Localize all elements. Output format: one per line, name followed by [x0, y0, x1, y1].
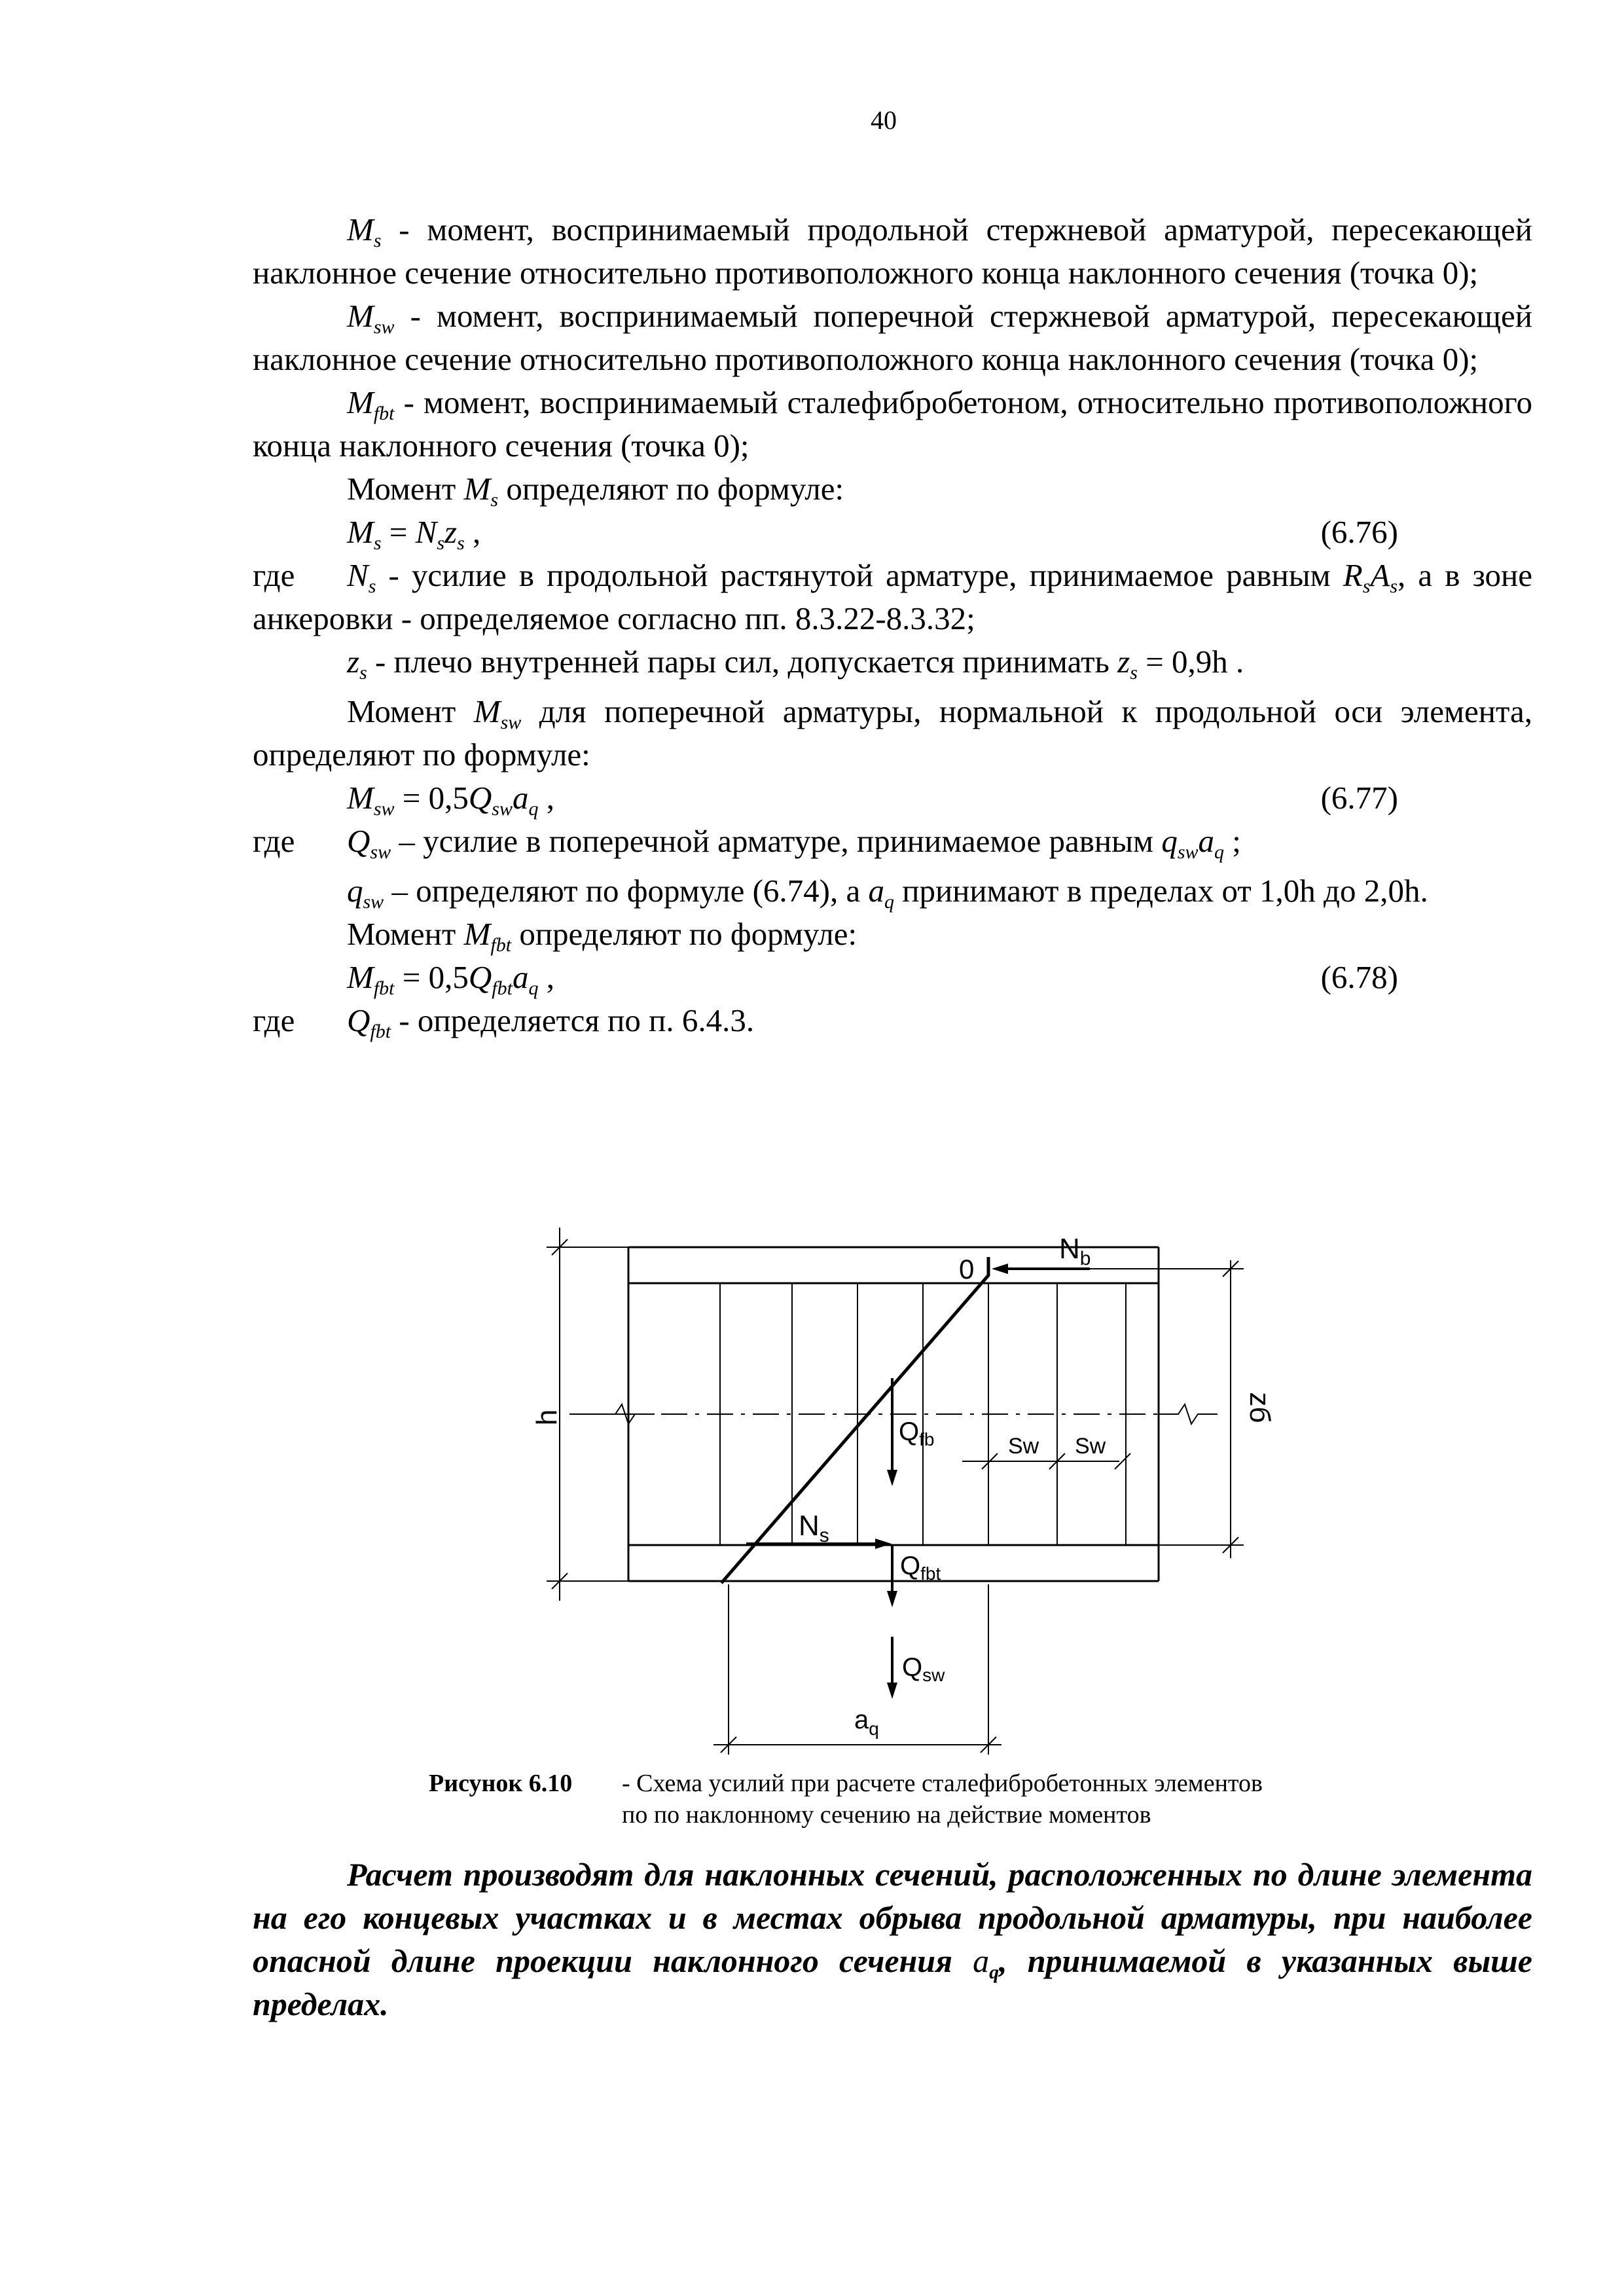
qsw-arrow: [887, 1683, 897, 1699]
label-point-0: 0: [959, 1254, 975, 1285]
figure-caption: [429, 1768, 1263, 1831]
moment-ms-intro: Момент $M_s$ определяют по формуле:: [347, 471, 844, 511]
caption-line-1: - Схема усилий при расчете сталефибробетонных элементов: [622, 1770, 1263, 1797]
label-Ns: $N_s$: [799, 1510, 829, 1546]
label-sw-1: Sw: [1008, 1434, 1039, 1459]
mfbt-definition: $M_{fbt}$ - момент, воспринимаемый сталефибробетоном, относительно противоположного конца наклонного сечения (точка 0);: [253, 384, 1532, 464]
caption-line-2: по по наклонному сечению на действие моментов: [622, 1801, 1151, 1829]
break-left: [596, 1404, 655, 1424]
msw-definition: $M_{sw}$ - момент, воспринимаемый поперечной стержневой арматурой, пересекающей наклонное сечение относительно противоположного конца наклонного сечения (точка 0);: [253, 298, 1532, 377]
equation-number: (6.77): [1320, 780, 1398, 816]
label-h: h: [531, 1409, 563, 1426]
equation-6-77: $M_{sw} = 0,5Q_{sw}a_q$ , (6.77): [253, 776, 1532, 820]
label-Qfbt: $Q_{fbt}$: [900, 1552, 941, 1584]
qfbt-definition: где $Q_{fbt}$ - определяется по п. 6.4.3.: [253, 1002, 755, 1042]
final-paragraph: Расчет производят для наклонных сечений, расположенных по длине элемента на его концевых участках и в местах обрыва продольной арматуры, при наиболее опасной длине проекции наклонного сечения $a_q$, принимаемой в указанных выше пределах.: [253, 1856, 1532, 2022]
label-zb: zб: [1244, 1392, 1276, 1423]
qsw-definition: где $Q_{sw}$ – усилие в поперечной арматуре, принимаемое равным $q_{sw}a_q$ ;: [253, 823, 1241, 863]
label-Qsw: $Q_{sw}$: [902, 1653, 945, 1685]
label-aq: $a_q$: [854, 1705, 879, 1739]
label-Qfb: $Q_{fb}$: [899, 1417, 935, 1449]
force-scheme-diagram: [530, 1218, 1283, 1781]
nb-arrow: [992, 1264, 1008, 1274]
break-right: [1159, 1404, 1218, 1424]
caption-label: Рисунок 6.10: [429, 1770, 573, 1797]
label-Nb: $N_b$: [1059, 1233, 1091, 1269]
equation-number: (6.76): [1320, 514, 1398, 550]
qsw-formula-ref: $q_{sw}$ – определяют по формуле (6.74), а $a_q$ принимают в пределах от 1,0h до 2,0h.: [347, 873, 1428, 913]
mfbt-moment-intro: Момент $M_{fbt}$ определяют по формуле:: [347, 916, 857, 956]
qfbt-arrow: [887, 1591, 897, 1607]
equation-6-76: $M_s = N_sz_s$ , (6.76): [253, 511, 1532, 554]
ns-definition: где $N_s$ - усилие в продольной растянутой арматуре, принимаемое равным $R_sA_s$, а в зоне анкеровки - определяемое согласно пп. 8.3.22-8.3.32;: [253, 557, 1532, 636]
inclined-section: [721, 1257, 988, 1583]
body-text: [253, 208, 1532, 1042]
label-sw-2: Sw: [1075, 1434, 1106, 1459]
ns-arrow: [875, 1539, 892, 1549]
ms-definition: $M_s$ - момент, воспринимаемый продольной стержневой арматурой, пересекающей наклонное сечение относительно противоположного конца наклонного сечения (точка 0);: [253, 211, 1532, 291]
equation-6-78: $M_{fbt} = 0,5Q_{fbt}a_q$ , (6.78): [253, 956, 1532, 999]
zs-definition: $z_s$ - плечо внутренней пары сил, допускается принимать $z_s = 0,9h$ .: [347, 644, 1244, 683]
msw-moment-intro: Момент $M_{sw}$ для поперечной арматуры, нормальной к продольной оси элемента, определяют по формуле:: [253, 693, 1532, 773]
page-number: 40: [871, 105, 897, 135]
qfb-arrow: [887, 1470, 897, 1486]
equation-number: (6.78): [1320, 959, 1398, 995]
